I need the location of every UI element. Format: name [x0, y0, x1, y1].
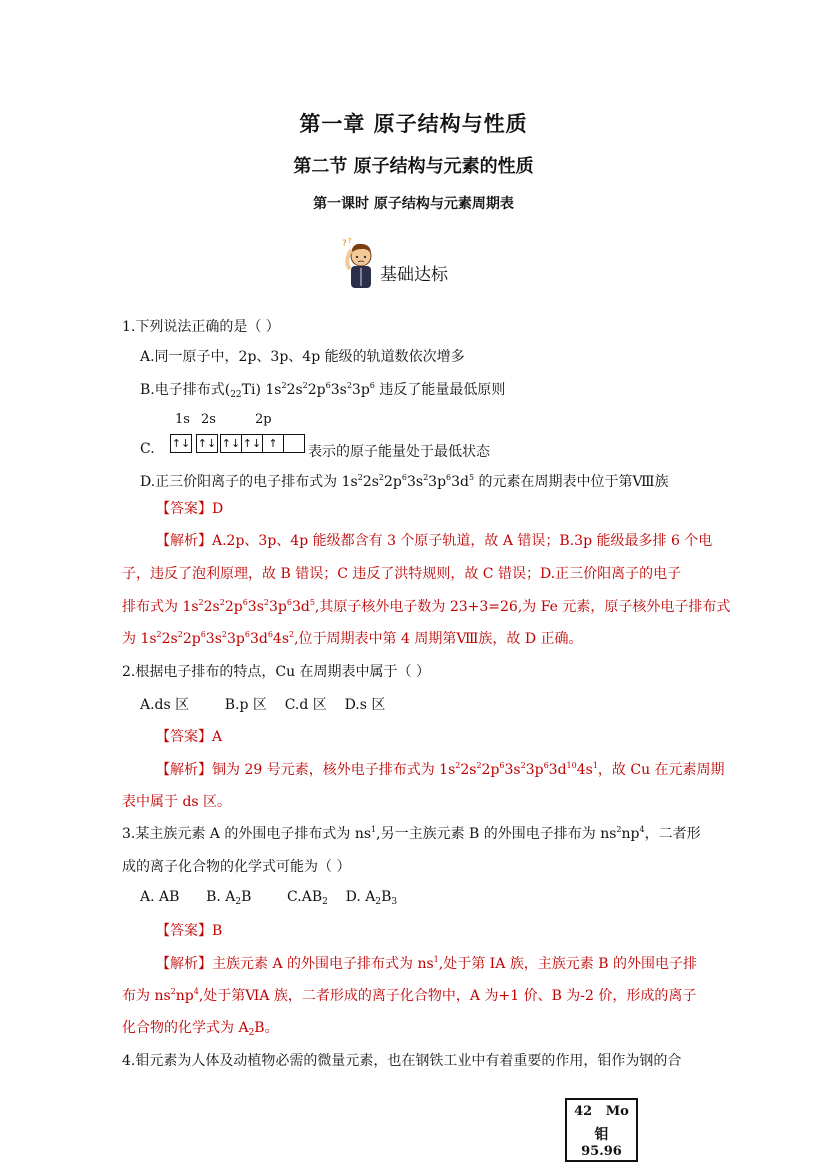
q1-option-a: A.同一原子中，2p、3p、4p 能级的轨道数依次增多	[140, 349, 465, 365]
q1-answer: 【答案】D	[156, 501, 224, 517]
chapter-title: 第一章 原子结构与性质	[299, 111, 528, 136]
q1-option-d: D.正三价阳离子的电子排布式为 $1s^22s^22p^63s^23p^63d^5$ 的元素在周期表中位于第Ⅷ族	[140, 473, 669, 490]
q3-explanation-line1: 【解析】主族元素 A 的外围电子排布式为 $ns^1$,处于第 IA 族，主族元素 B 的外围电子排	[156, 955, 697, 972]
q1-explanation-line3: 排布式为 $1s^22s^22p^63s^23p^63d^5$,其原子核外电子数为 23+3=26,为 Fe 元素，原子核外电子排布式	[122, 598, 731, 615]
q1-stem: 1.下列说法正确的是（ ）	[122, 319, 280, 335]
orbital-box-2p-3: ↑	[262, 434, 284, 453]
svg-text:?: ?	[348, 237, 352, 245]
q2-answer: 【答案】A	[156, 729, 223, 745]
element-name: 钼	[594, 1127, 609, 1143]
q2-explanation-line2: 表中属于 ds 区。	[122, 794, 232, 810]
q3-answer: 【答案】B	[156, 923, 223, 939]
element-mass: 95.96	[581, 1144, 622, 1159]
basic-standard-banner	[340, 236, 480, 290]
orbital-label-2p: 2p	[255, 412, 272, 427]
element-number-symbol: 42 Mo	[574, 1104, 629, 1119]
element-card-mo	[565, 1098, 638, 1162]
q3-stem-line1: 3.某主族元素 A 的外围电子排布式为 $ns^1$,另一主族元素 B 的外围电子排布为 $ns^2np^4$，二者形	[122, 825, 701, 842]
orbital-box-2p-1: ↑↓	[220, 434, 242, 453]
orbital-box-2s: ↑↓	[196, 434, 218, 453]
lesson-title: 第一课时 原子结构与元素周期表	[313, 196, 514, 212]
q3-explanation-line2: 布为 $ns^2np^4$,处于第ⅥA 族，二者形成的离子化合物中，A 为+1 价、B 为-2 价，形成的离子	[122, 987, 697, 1004]
q1-explanation-line4: 为 $1s^22s^22p^63s^23p^63d^64s^2$,位于周期表中第 4 周期第Ⅷ族，故 D 正确。	[122, 630, 583, 647]
q1-explanation-line1: 【解析】A.2p、3p、4p 能级都含有 3 个原子轨道，故 A 错误；B.3p 能级最多排 6 个电	[156, 533, 713, 549]
banner-label: 基础达标	[380, 265, 448, 285]
q1-option-b: B.电子排布式$(_{22}Ti)$ $1s^22s^22p^63s^23p^6$ 违反了能量最低原则	[140, 381, 506, 400]
q1-option-c-prefix: C.	[140, 441, 155, 457]
q3-options: A. AB B. $A_2B$ $C.AB_2$ D. $A_2B_3$	[140, 889, 398, 907]
q1-option-c-suffix: 表示的原子能量处于最低状态	[308, 444, 490, 460]
orbital-label-1s: 1s	[175, 412, 190, 427]
q2-explanation-line1: 【解析】铜为 29 号元素，核外电子排布式为 $1s^22s^22p^63s^23p^63d^{10}4s^1$，故 Cu 在元素周期	[156, 761, 725, 778]
orbital-box-2p-4	[283, 434, 305, 453]
thinking-boy-icon	[340, 236, 382, 290]
q3-explanation-line3: 化合物的化学式为 $A_2B$。	[122, 1020, 279, 1038]
section-title: 第二节 原子结构与元素的性质	[293, 156, 534, 177]
orbital-box-1s: ↑↓	[170, 434, 192, 453]
orbital-box-2p-2: ↑↓	[241, 434, 263, 453]
q4-stem: 4.钼元素为人体及动植物必需的微量元素，也在钢铁工业中有着重要的作用，钼作为钢的合	[122, 1053, 682, 1069]
q2-stem: 2.根据电子排布的特点，Cu 在周期表中属于（ ）	[122, 664, 430, 680]
orbital-label-2s: 2s	[201, 412, 216, 427]
svg-text:?: ?	[342, 239, 347, 249]
q3-stem-line2: 成的离子化合物的化学式可能为（ ）	[122, 859, 351, 875]
q1-explanation-line2: 子，违反了泡利原理，故 B 错误；C 违反了洪特规则，故 C 错误；D.正三价阳离子的电子	[122, 566, 682, 582]
q2-options: A.ds 区 B.p 区 C.d 区 D.s 区	[140, 697, 386, 713]
